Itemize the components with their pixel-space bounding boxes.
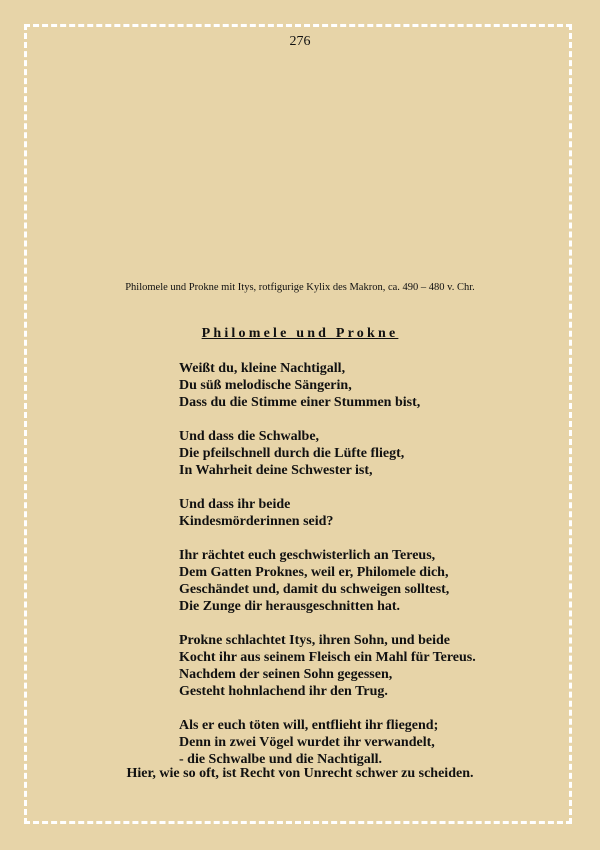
poem-line: Kocht ihr aus seinem Fleisch ein Mahl für Tereus. [179, 650, 476, 665]
poem-line: Denn in zwei Vögel wurdet ihr verwandelt, [179, 735, 435, 750]
illustration-area [110, 62, 490, 270]
page-number: 276 [289, 34, 311, 49]
stanza [179, 632, 559, 700]
poem-line: Und dass ihr beide [179, 497, 291, 512]
poem-line: Ihr rächtet euch geschwisterlich an Tereus, [179, 548, 436, 563]
stanza [179, 360, 559, 411]
poem-line: Und dass die Schwalbe, [179, 429, 320, 444]
poem-line: Du süß melodische Sängerin, [179, 378, 352, 393]
closing-line: Hier, wie so oft, ist Recht von Unrecht schwer zu scheiden. [126, 766, 474, 781]
poem-line: Geschändet und, damit du schweigen solltest, [179, 582, 450, 597]
stanza [179, 428, 559, 479]
poem-line: Weißt du, kleine Nachtigall, [179, 361, 346, 376]
stanza [179, 717, 559, 768]
poem-line: Dem Gatten Proknes, weil er, Philomele dich, [179, 565, 449, 580]
poem-line: In Wahrheit deine Schwester ist, [179, 463, 373, 478]
poem-line: Gesteht hohnlachend ihr den Trug. [179, 684, 388, 699]
stanza [179, 496, 559, 530]
poem-line: - die Schwalbe und die Nachtigall. [179, 752, 383, 767]
poem-line: Die Zunge dir herausgeschnitten hat. [179, 599, 401, 614]
poem-line: Prokne schlachtet Itys, ihren Sohn, und beide [179, 633, 450, 648]
poem-body [179, 360, 559, 785]
poem-line: Als er euch töten will, entflieht ihr fliegend; [179, 718, 439, 733]
stanza [179, 547, 559, 615]
image-caption: Philomele und Prokne mit Itys, rotfigurige Kylix des Makron, ca. 490 – 480 v. Chr. [125, 282, 475, 293]
poem-title: Philomele und Prokne [201, 326, 399, 341]
poem-line: Nachdem der seinen Sohn gegessen, [179, 667, 393, 682]
poem-line: Die pfeilschnell durch die Lüfte fliegt, [179, 446, 405, 461]
poem-line: Dass du die Stimme einer Stummen bist, [179, 395, 421, 410]
poem-line: Kindesmörderinnen seid? [179, 514, 334, 529]
